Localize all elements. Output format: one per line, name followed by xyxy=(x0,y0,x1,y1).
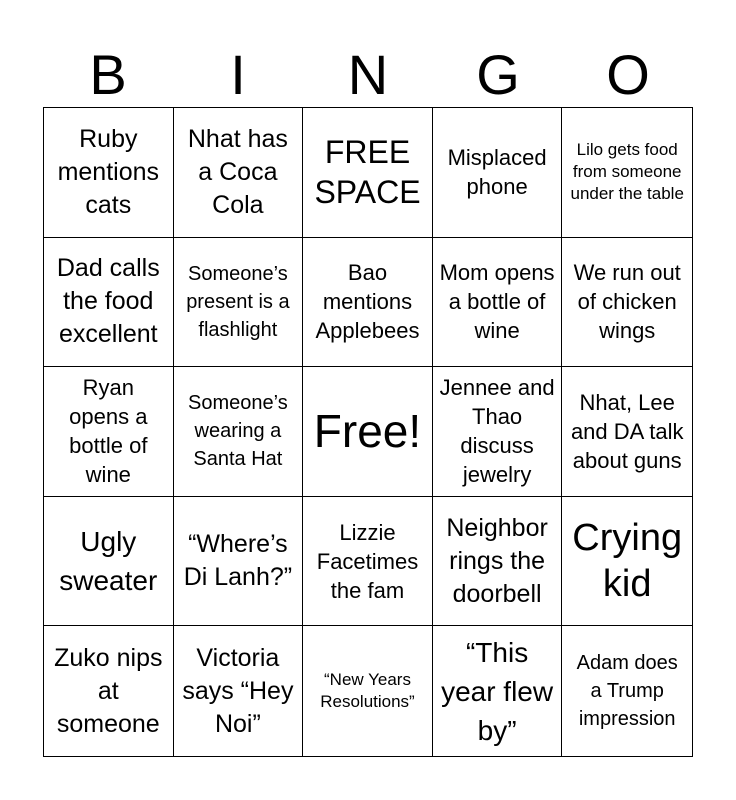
bingo-cell-r2c4[interactable]: Mom opens a bottle of wine xyxy=(433,238,563,368)
header-letter-b: B xyxy=(89,43,127,106)
bingo-cell-r3c2[interactable]: Someone’s wearing a Santa Hat xyxy=(174,367,304,497)
bingo-cell-r3c1[interactable]: Ryan opens a bottle of wine xyxy=(44,367,174,497)
bingo-cell-r3c5[interactable]: Nhat, Lee and DA talk about guns xyxy=(562,367,692,497)
bingo-cell-r1c1[interactable]: Ruby mentions cats xyxy=(44,108,174,238)
header-letter-o: O xyxy=(606,43,650,106)
bingo-cell-r1c3[interactable]: FREE SPACE xyxy=(303,108,433,238)
bingo-cell-r4c3[interactable]: Lizzie Facetimes the fam xyxy=(303,497,433,627)
bingo-cell-r1c2[interactable]: Nhat has a Coca Cola xyxy=(174,108,304,238)
header-letter-n: N xyxy=(347,43,389,106)
bingo-cell-r5c1[interactable]: Zuko nips at someone xyxy=(44,626,174,756)
bingo-cell-r5c2[interactable]: Victoria says “Hey Noi” xyxy=(174,626,304,756)
bingo-cell-r4c5[interactable]: Crying kid xyxy=(562,497,692,627)
bingo-cell-r4c4[interactable]: Neighbor rings the doorbell xyxy=(433,497,563,627)
bingo-card-grid xyxy=(43,107,693,757)
header-letter-i: I xyxy=(230,43,246,106)
bingo-cell-r2c2[interactable]: Someone’s present is a flashlight xyxy=(174,238,304,368)
bingo-cell-r2c1[interactable]: Dad calls the food excellent xyxy=(44,238,174,368)
bingo-cell-r2c5[interactable]: We run out of chicken wings xyxy=(562,238,692,368)
bingo-cell-r1c4[interactable]: Misplaced phone xyxy=(433,108,563,238)
bingo-cell-r5c4[interactable]: “This year flew by” xyxy=(433,626,563,756)
bingo-cell-r5c5[interactable]: Adam does a Trump impression xyxy=(576,652,678,731)
bingo-header xyxy=(43,42,693,108)
bingo-cell-r2c3[interactable]: Bao mentions Applebees xyxy=(303,238,433,368)
bingo-cell-r5c3[interactable]: “New Years Resolutions” xyxy=(303,626,433,756)
bingo-cell-r4c1[interactable]: Ugly sweater xyxy=(44,497,174,627)
bingo-cell-r1c5[interactable]: Lilo gets food from someone under the table xyxy=(562,108,692,238)
header-letter-g: G xyxy=(476,43,520,106)
bingo-cell-r3c4[interactable]: Jennee and Thao discuss jewelry xyxy=(433,367,563,497)
bingo-cell-r4c2[interactable]: “Where’s Di Lanh?” xyxy=(174,497,304,627)
bingo-cell-r3c3-free[interactable]: Free! xyxy=(303,367,433,497)
